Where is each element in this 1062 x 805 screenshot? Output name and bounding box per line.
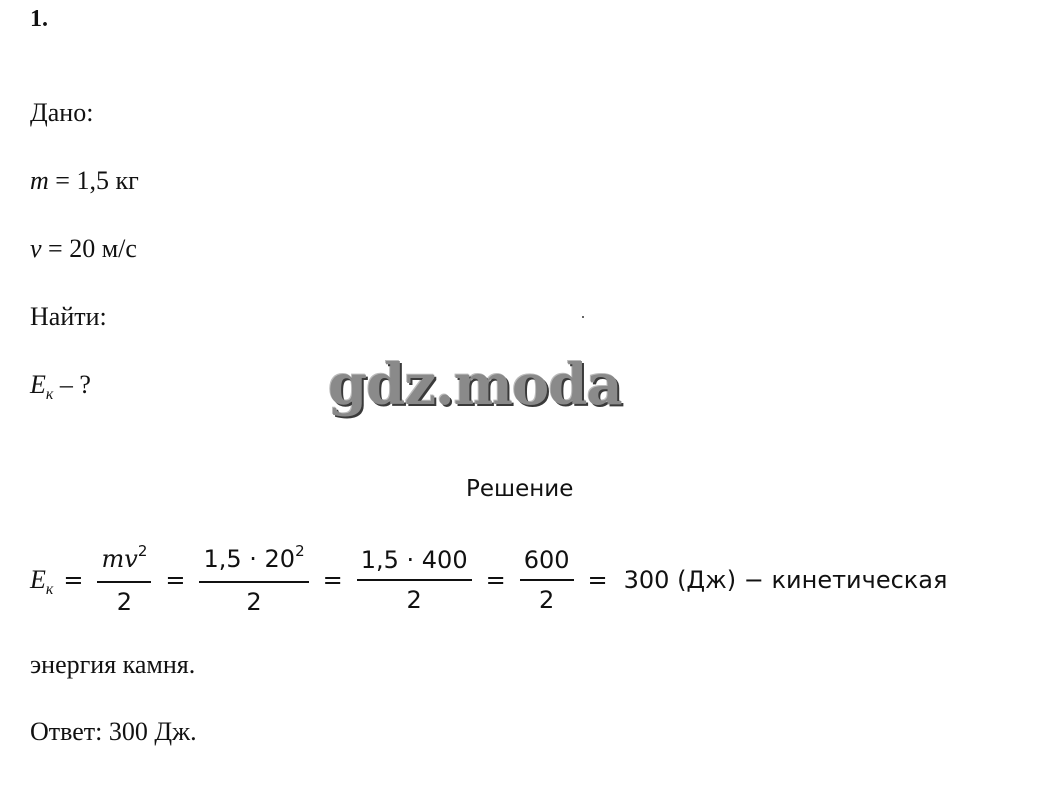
fraction-denominator: 2 [538, 586, 555, 614]
problem-number: 1. [30, 6, 48, 32]
fraction-numerator: 1,5 · 400 [360, 546, 468, 574]
equals-sign: = [165, 566, 186, 594]
given-label: Дано: [30, 98, 94, 127]
fraction-bar [97, 581, 151, 583]
energy-symbol: E [30, 370, 46, 399]
equation-result: 300 (Дж) − кинетическая [623, 566, 948, 594]
stray-dot [582, 316, 584, 318]
fraction-bar [520, 579, 574, 581]
watermark-logo: gdz.moda [328, 352, 622, 418]
equals-sign: = [322, 566, 343, 594]
fraction-numerator: $1,5 \cdot 20^2$ [203, 541, 305, 573]
fraction-denominator: 2 [116, 587, 133, 616]
fraction-bar [357, 579, 472, 581]
equals-sign: = [587, 566, 608, 594]
equals-sign: = [63, 566, 84, 594]
energy-subscript: к [45, 386, 54, 403]
given-velocity [30, 234, 137, 264]
fraction-formula [93, 541, 155, 617]
lhs-subscript: к [45, 581, 54, 598]
given-mass [30, 166, 139, 196]
mass-symbol: m [30, 166, 49, 195]
velocity-symbol: v [30, 234, 42, 263]
fraction-denominator: 2 [406, 586, 422, 614]
answer-line: Ответ: 300 Дж. [30, 717, 197, 746]
fraction-denominator: 2 [246, 587, 262, 616]
result-continuation: энергия камня. [30, 650, 196, 679]
fraction-numerator: $mv^2$ [101, 541, 148, 573]
equals-sign: = [485, 566, 506, 594]
lhs-symbol: E [30, 565, 46, 594]
find-label: Найти: [30, 302, 107, 331]
fraction-squared [353, 545, 476, 615]
mass-value: = 1,5 кг [48, 166, 139, 195]
fraction-substituted [195, 541, 312, 617]
velocity-value: = 20 м/с [41, 234, 137, 263]
find-question: – ? [53, 370, 91, 399]
fraction-numerator: 600 [523, 546, 570, 574]
fraction-bar [199, 581, 308, 583]
fraction-product [516, 545, 578, 615]
energy-equation [30, 540, 947, 620]
solution-heading: Решение [466, 476, 574, 502]
equation-lhs [30, 565, 54, 598]
find-target [30, 370, 91, 404]
